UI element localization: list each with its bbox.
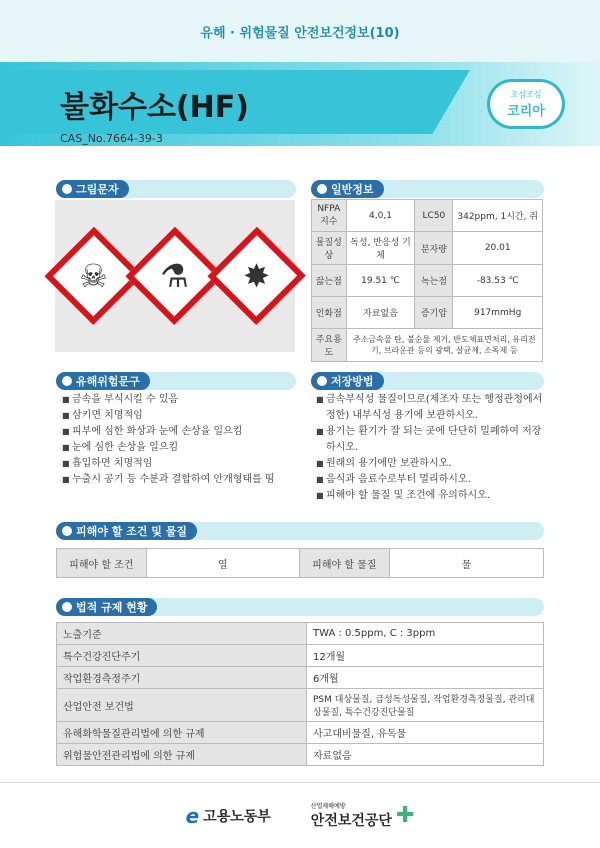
list-item: ■ 누출시 공기 등 수분과 결합하여 안개형태를 띰	[62, 472, 302, 488]
section-storage	[311, 372, 544, 390]
cell-value: -83.53 ℃	[453, 265, 543, 297]
health-hazard-icon: ✸	[207, 227, 306, 326]
section-general-label: 일반정보	[331, 183, 374, 196]
table-row	[57, 722, 544, 744]
section-avoid	[56, 522, 544, 540]
moel-logo	[186, 804, 271, 828]
general-info-table	[311, 199, 543, 362]
kosha-logo	[311, 801, 415, 830]
list-item: ■ 눈에 심한 손상을 일으킴	[62, 440, 302, 456]
cell-label: 작업환경측정주기	[57, 667, 307, 689]
list-item: ■ 금속부식성 물질이므로(제조자 또는 행정관청에서 정한) 내부식성 용기에 보관하시오.	[316, 392, 544, 424]
section-pictogram-label: 그림문자	[76, 183, 119, 196]
table-row	[57, 667, 544, 689]
cell-value: 342ppm, 1시간, 쥐	[453, 200, 543, 232]
avoid-mat-value: 물	[461, 559, 472, 571]
table-row	[57, 623, 544, 645]
table-row	[57, 689, 544, 722]
list-item: ■ 용기는 환기가 잘 되는 곳에 단단히 밀폐하여 저장하시오.	[316, 424, 544, 456]
pictogram-panel	[55, 200, 295, 352]
table-row	[312, 232, 543, 265]
list-item: ■ 피부에 심한 화상과 눈에 손상을 일으킴	[62, 424, 302, 440]
avoid-mat-label: 피해야 할 물질	[300, 549, 390, 577]
korea-badge	[490, 82, 562, 126]
cell-label: 물질성상	[312, 232, 347, 265]
law-table	[56, 622, 544, 766]
table-row	[312, 329, 543, 362]
avoid-cond-label: 피해야 할 조건	[57, 549, 147, 577]
table-row	[312, 265, 543, 297]
section-pictogram	[56, 180, 296, 198]
cell-value: 독성, 반응성 기체	[346, 232, 415, 265]
cell-value: 19.51 ℃	[346, 265, 415, 297]
cell-label: 위험물안전관리법에 의한 규제	[57, 744, 307, 766]
moel-name: 고용노동부	[203, 808, 271, 825]
cell-label: 노출기준	[57, 623, 307, 645]
cell-label: NFPA지수	[312, 200, 347, 232]
cell-label: 인화점	[312, 297, 347, 329]
kosha-name: 안전보건공단	[310, 813, 392, 829]
cell-label: 특수건강진단주기	[57, 645, 307, 667]
cell-value: 12개월	[307, 645, 544, 667]
table-row	[57, 744, 544, 766]
page-title: 불화수소(HF)	[60, 90, 249, 125]
list-item: ■ 음식과 음료수로부터 멀리하시오.	[316, 472, 544, 488]
avoid-cond-value: 열	[147, 549, 300, 577]
storage-list	[316, 392, 544, 504]
cell-value: 사고대비물질, 유독물	[307, 722, 544, 744]
cell-value: 6개월	[307, 667, 544, 689]
cell-label: 증기압	[415, 297, 453, 329]
list-item: ■ 삼키면 치명적임	[62, 408, 302, 424]
cell-value: PSM 대상물질, 급성독성물질, 작업환경측정물질, 관리대상물질, 특수건강진단물질	[307, 689, 544, 722]
section-hazard	[56, 372, 296, 390]
cell-value: 자료없음	[307, 744, 544, 766]
table-row	[57, 645, 544, 667]
section-storage-label: 저장방법	[331, 375, 374, 388]
cell-value: 주소금속물 탄, 불순물 제거, 반도체표면처리, 유리전기, 브라운관 등의 광택, 살균제, 소독제 등	[346, 329, 542, 362]
cell-label: 녹는점	[415, 265, 453, 297]
cell-label: 주요용도	[312, 329, 347, 362]
cell-label: 산업안전 보건법	[57, 689, 307, 722]
top-bar	[0, 0, 600, 62]
hazard-list	[62, 392, 302, 488]
corrosion-icon: ⚗	[126, 227, 225, 326]
badge-small-text: 조심조심	[510, 90, 542, 99]
table-row	[312, 297, 543, 329]
series-title: 유해 · 위험물질 안전보건정보(10)	[200, 25, 400, 41]
cell-value: 자료없음	[346, 297, 415, 329]
avoid-table	[56, 548, 544, 578]
cell-value: TWA : 0.5ppm, C : 3ppm	[307, 623, 544, 645]
section-law	[56, 598, 544, 616]
cell-label: 분자량	[415, 232, 453, 265]
kosha-sub: 산업재해예방	[310, 803, 346, 810]
list-item: ■ 피해야 할 물질 및 조건에 유의하시오.	[316, 488, 544, 504]
cell-value: 20.01	[453, 232, 543, 265]
section-general	[311, 180, 544, 198]
list-item: ■ 금속을 부식시킬 수 있음	[62, 392, 302, 408]
list-item: ■ 원래의 용기에만 보관하시오.	[316, 456, 544, 472]
section-hazard-label: 유해위험문구	[76, 375, 140, 388]
badge-big-text: 코리아	[507, 104, 545, 119]
moel-e-icon: e	[185, 803, 200, 828]
cell-label: 끓는점	[312, 265, 347, 297]
cell-value: 4,0,1	[346, 200, 415, 232]
section-avoid-label: 피해야 할 조건 및 물질	[76, 525, 187, 538]
footer	[0, 782, 600, 848]
skull-crossbones-icon: ☠	[44, 227, 143, 326]
cell-label: LC50	[415, 200, 453, 232]
cell-value: 917mmHg	[453, 297, 543, 329]
cell-label: 유해화학물질관리법에 의한 규제	[57, 722, 307, 744]
cas-number: CAS_No.7664-39-3	[60, 132, 163, 145]
kosha-cross-icon: ✚	[395, 803, 415, 828]
table-row	[312, 200, 543, 232]
section-law-label: 법적 규제 현황	[76, 601, 148, 614]
list-item: ■ 흡입하면 치명적임	[62, 456, 302, 472]
